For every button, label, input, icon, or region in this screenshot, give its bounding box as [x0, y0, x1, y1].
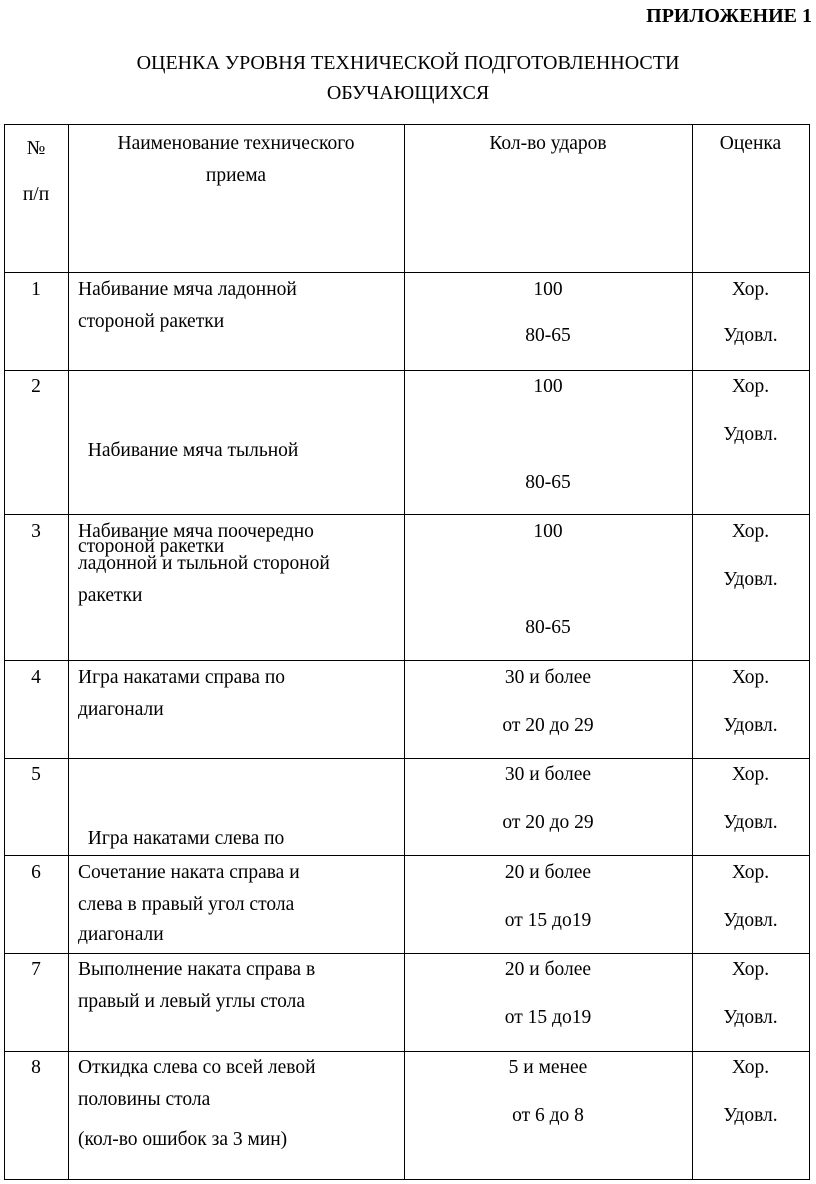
row-number: 2: [31, 376, 41, 397]
row-number: 7: [31, 959, 41, 980]
header-name: [68, 128, 404, 192]
header-name-line-2: приема: [205, 165, 267, 186]
row-hits-satisfactory: от 6 до 8: [512, 1105, 584, 1126]
row-name-line: правый и левый углы стола: [78, 991, 306, 1012]
row-hits-good: 100: [533, 279, 563, 300]
row-name: [78, 857, 300, 921]
header-grade: Оценка: [719, 133, 782, 154]
row-name-line: ракетки: [78, 585, 143, 606]
row-hits-satisfactory: от 15 до19: [504, 910, 592, 931]
row-hits-good: 5 и менее: [508, 1057, 588, 1078]
header-num-line-1: №: [26, 138, 46, 159]
row-grade-good: Хор.: [731, 376, 770, 397]
row-hits-satisfactory: 80-65: [525, 325, 571, 346]
row-hits-good: 30 и более: [504, 764, 592, 785]
row-name-line: диагонали: [78, 699, 164, 720]
page-title: [0, 48, 816, 108]
row-name: [78, 954, 315, 1018]
title-line-2: ОБУЧАЮЩИХСЯ: [326, 82, 490, 104]
title-line-1: ОЦЕНКА УРОВНЯ ТЕХНИЧЕСКОЙ ПОДГОТОВЛЕННОСТИ: [136, 52, 680, 74]
row-name-line: стороной ракетки: [78, 311, 225, 332]
table-border-right: [809, 124, 810, 1180]
row-grade-good: Хор.: [731, 1057, 770, 1078]
row-grade-satisfactory: Удовл.: [723, 1105, 778, 1126]
row-hits-satisfactory: от 20 до 29: [502, 715, 594, 736]
row-hits-good: 30 и более: [504, 667, 592, 688]
row-hits-satisfactory: 80-65: [525, 617, 571, 638]
table-border-top: [4, 124, 810, 125]
row-name-line: Набивание мяча поочередно: [78, 521, 314, 542]
row-grade-satisfactory: Удовл.: [723, 812, 778, 833]
row-divider: [4, 272, 810, 273]
row-name-line: стороной ракетки: [78, 536, 225, 557]
row-number: 4: [31, 667, 41, 688]
row-grade-good: Хор.: [731, 667, 770, 688]
row-grade-satisfactory: Удовл.: [723, 1007, 778, 1028]
row-grade-good: Хор.: [731, 764, 770, 785]
row-number: 1: [31, 279, 41, 300]
table-border-bottom: [4, 1179, 810, 1180]
row-name: [78, 1052, 316, 1156]
row-name-line: ладонной и тыльной стороной: [78, 553, 330, 574]
row-name-line: диагонали: [78, 924, 164, 945]
row-grade-satisfactory: Удовл.: [723, 325, 778, 346]
row-hits-good: 20 и более: [504, 862, 592, 883]
row-number: 3: [31, 521, 41, 542]
assessment-table: [0, 124, 810, 1180]
row-grade-good: Хор.: [731, 521, 770, 542]
row-number: 8: [31, 1057, 41, 1078]
row-name-line: Набивание мяча ладонной: [78, 279, 297, 300]
header-num-line-2: п/п: [22, 184, 50, 205]
row-name-line: Сочетание наката справа и: [78, 862, 300, 883]
row-number: 5: [31, 764, 41, 785]
row-name: [78, 274, 297, 338]
row-hits-good: 20 и более: [504, 959, 592, 980]
row-hits-satisfactory: 80-65: [525, 472, 571, 493]
header-name-line-1: Наименование технического: [117, 133, 355, 154]
row-name-line: Откидка слева со всей левой: [78, 1057, 316, 1078]
row-hits-satisfactory: от 15 до19: [504, 1007, 592, 1028]
row-grade-satisfactory: Удовл.: [723, 715, 778, 736]
row-name-line: Игра накатами справа по: [78, 667, 286, 688]
row-grade-satisfactory: Удовл.: [723, 424, 778, 445]
row-grade-good: Хор.: [731, 959, 770, 980]
header-num: [4, 126, 68, 218]
row-number: 6: [31, 862, 41, 883]
row-name-line: слева в правый угол стола: [78, 894, 295, 915]
row-name: [78, 516, 330, 612]
row-grade-satisfactory: Удовл.: [723, 910, 778, 931]
row-name-line: Игра накатами слева по: [78, 828, 285, 849]
row-name-line: Набивание мяча тыльной: [78, 440, 299, 461]
row-grade-good: Хор.: [731, 279, 770, 300]
row-divider: [4, 660, 810, 661]
row-name-line: (кол-во ошибок за 3 мин): [78, 1129, 288, 1150]
row-name-line: половины стола: [78, 1089, 211, 1110]
row-name: [78, 662, 285, 726]
column-divider: [68, 124, 69, 1180]
row-grade-good: Хор.: [731, 862, 770, 883]
row-hits-good: 100: [533, 521, 563, 542]
appendix-label: ПРИЛОЖЕНИЕ 1: [646, 5, 812, 27]
row-hits-good: 100: [533, 376, 563, 397]
row-hits-satisfactory: от 20 до 29: [502, 812, 594, 833]
header-hits: Кол-во ударов: [489, 133, 607, 154]
row-grade-satisfactory: Удовл.: [723, 569, 778, 590]
row-name-line: Выполнение наката справа в: [78, 959, 316, 980]
